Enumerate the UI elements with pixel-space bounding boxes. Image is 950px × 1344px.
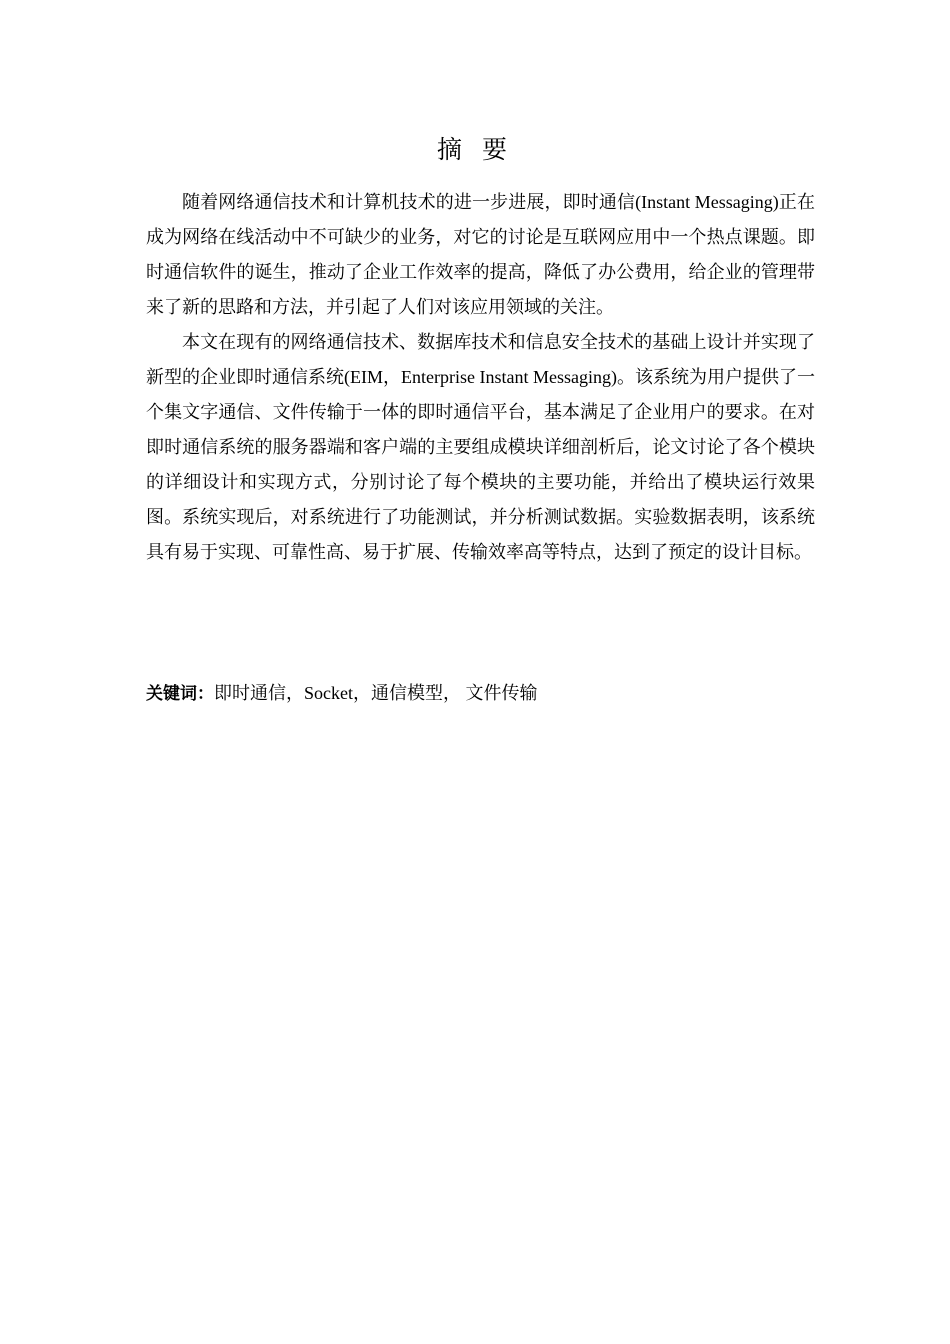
keywords-text: 即时通信，Socket，通信模型， 文件传输: [214, 683, 538, 703]
abstract-paragraph-2: 本文在现有的网络通信技术、数据库技术和信息安全技术的基础上设计并实现了新型的企业即时通信系统(EIM，Enterprise Instant Messaging)。该系统为用户提供了一个集文字通信、文件传输于一体的即时通信平台，基本满足了企业用户的要求。在对即时通信系统的服务器端和客户端的主要组成模块详细剖析后，论文讨论了各个模块的详细设计和实现方式，分别讨论了每个模块的主要功能，并给出了模块运行效果图。系统实现后，对系统进行了功能测试，并分析测试数据。实验数据表明，该系统具有易于实现、可靠性高、易于扩展、传输效率高等特点，达到了预定的设计目标。: [146, 332, 815, 562]
abstract-paragraph-1: 随着网络通信技术和计算机技术的进一步进展，即时通信(Instant Messaging)正在成为网络在线活动中不可缺少的业务，对它的讨论是互联网应用中一个热点课题。即时通信软件的诞生，推动了企业工作效率的提高，降低了办公费用，给企业的管理带来了新的思路和方法，并引起了人们对该应用领域的关注。: [146, 192, 815, 317]
abstract-body: [146, 185, 815, 570]
keywords-line: [146, 678, 538, 709]
abstract-title: 摘 要: [437, 135, 513, 164]
keywords-label: 关键词：: [146, 684, 214, 704]
